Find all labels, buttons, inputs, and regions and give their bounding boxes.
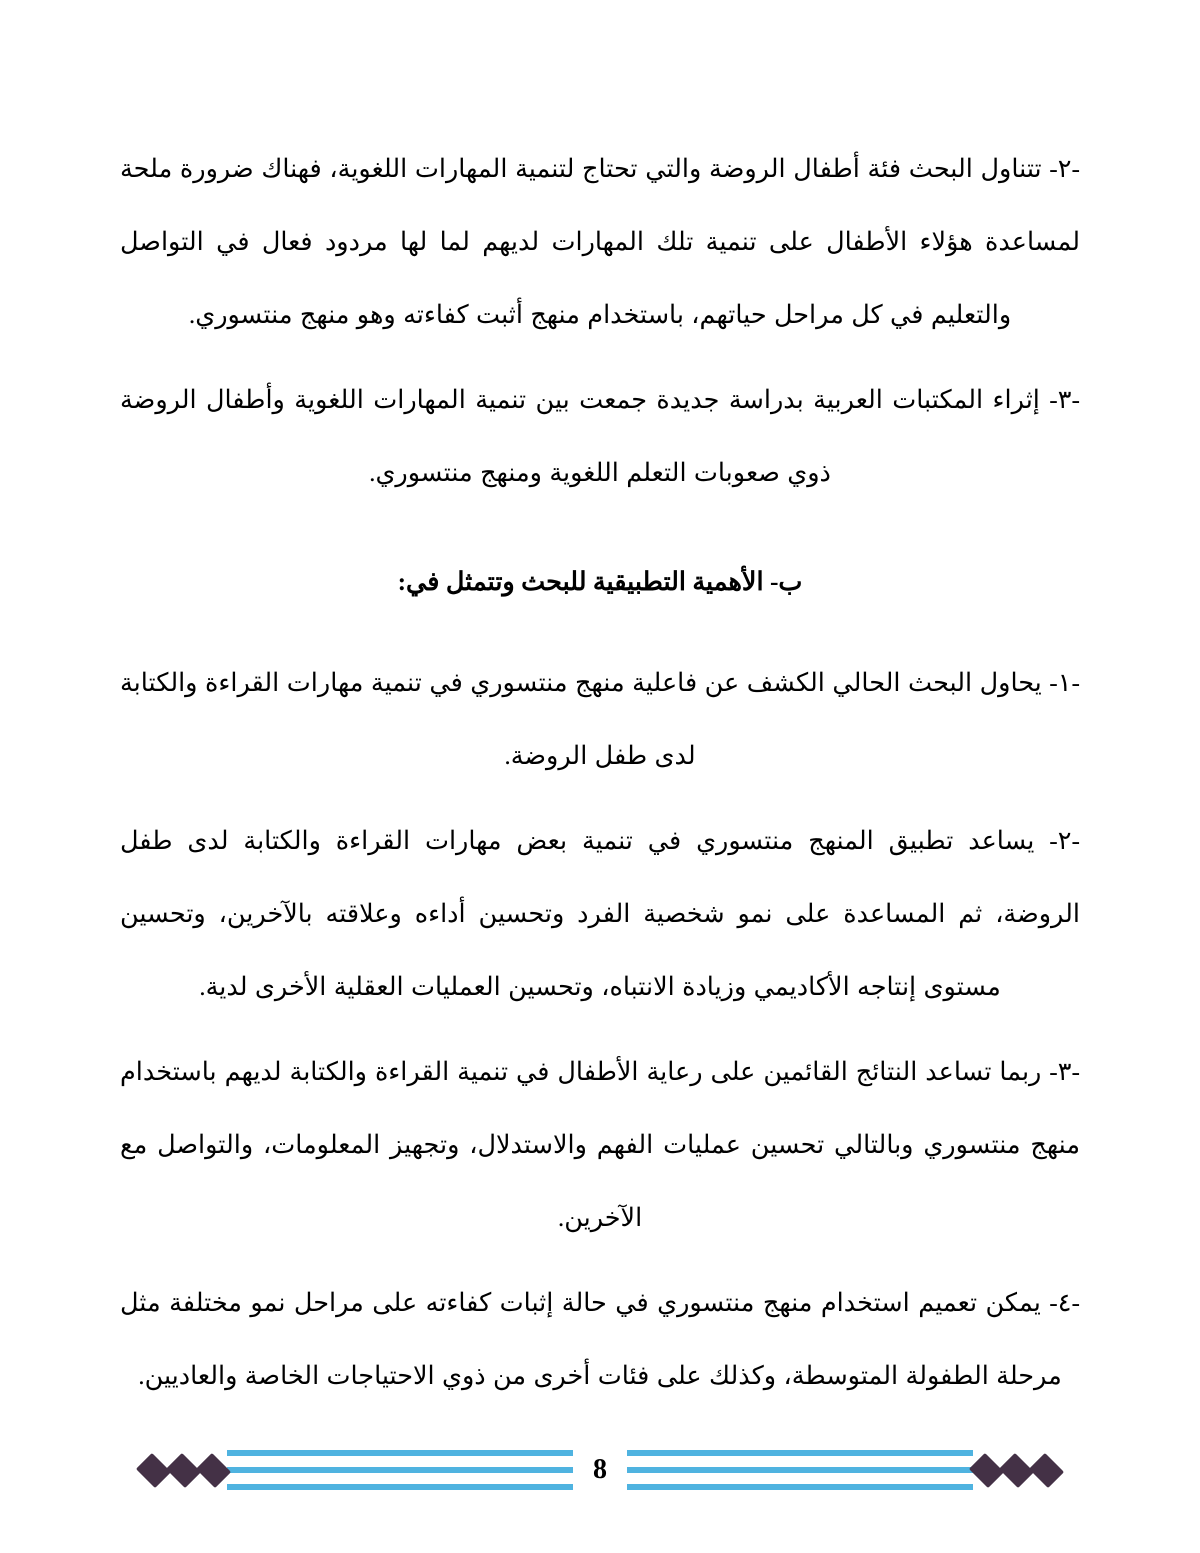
paragraph-item-2: -٢- تتناول البحث فئة أطفال الروضة والتي تحتاج لتنمية المهارات اللغوية، فهناك ضرورة ملحة لمساعدة هؤلاء الأطفال على تنمية تلك المهارات لديهم لما لها مردود فعال في التواصل والتعليم في كل مراحل حياتهم، باستخدام منهج أثبت كفاءته وهو منهج منتسوري. <box>120 154 1080 329</box>
footer-diamonds-left <box>140 1457 227 1484</box>
diamond-icon <box>999 1452 1034 1487</box>
footer-diamonds-right <box>973 1457 1060 1484</box>
footer-rule <box>627 1450 973 1456</box>
footer-rule <box>227 1484 573 1490</box>
spacer <box>120 632 1080 646</box>
footer-rule <box>627 1484 973 1490</box>
page-content <box>120 132 1080 1424</box>
page-number: 8 <box>593 1454 607 1485</box>
footer-inner <box>140 1450 1060 1490</box>
paragraph-item-3: -٣- إثراء المكتبات العربية بدراسة جديدة جمعت بين تنمية المهارات اللغوية وأطفال الروضة ذوي صعوبات التعلم اللغوية ومنهج منتسوري. <box>120 385 1080 487</box>
spacer <box>120 521 1080 535</box>
section-heading-applied-importance: ب- الأهمية التطبيقية للبحث وتتمثل في: <box>397 567 803 596</box>
diamond-icon <box>969 1452 1004 1487</box>
footer-rules-right <box>627 1450 973 1490</box>
diamond-icon <box>136 1452 171 1487</box>
paragraph-applied-item-1: -١- يحاول البحث الحالي الكشف عن فاعلية منهج منتسوري في تنمية مهارات القراءة والكتابة لدى طفل الروضة. <box>120 668 1080 770</box>
footer-rule <box>627 1467 973 1473</box>
footer-rules-left <box>227 1450 573 1490</box>
footer-rule <box>227 1467 573 1473</box>
paragraph-applied-item-2: -٢- يساعد تطبيق المنهج منتسوري في تنمية بعض مهارات القراءة والكتابة لدى طفل الروضة، ثم المساعدة على نمو شخصية الفرد وتحسين أداءه وعلاقته بالآخرين، وتحسين مستوى إنتاجه الأكاديمي وزيادة الانتباه، وتحسين العمليات العقلية الأخرى لدية. <box>120 826 1080 1001</box>
page-footer <box>0 1435 1200 1505</box>
footer-rule <box>227 1450 573 1456</box>
diamond-icon <box>166 1452 201 1487</box>
diamond-icon <box>196 1452 231 1487</box>
paragraph-applied-item-3: -٣- ربما تساعد النتائج القائمين على رعاية الأطفال في تنمية القراءة والكتابة لديهم باستخدام منهج منتسوري وبالتالي تحسين عمليات الفهم والاستدلال، وتجهيز المعلومات، والتواصل مع الآخرين. <box>120 1057 1080 1232</box>
diamond-icon <box>1029 1452 1064 1487</box>
paragraph-applied-item-4: -٤- يمكن تعميم استخدام منهج منتسوري في حالة إثبات كفاءته على مراحل نمو مختلفة مثل مرحلة الطفولة المتوسطة، وكذلك على فئات أخرى من ذوي الاحتياجات الخاصة والعاديين. <box>120 1288 1080 1390</box>
